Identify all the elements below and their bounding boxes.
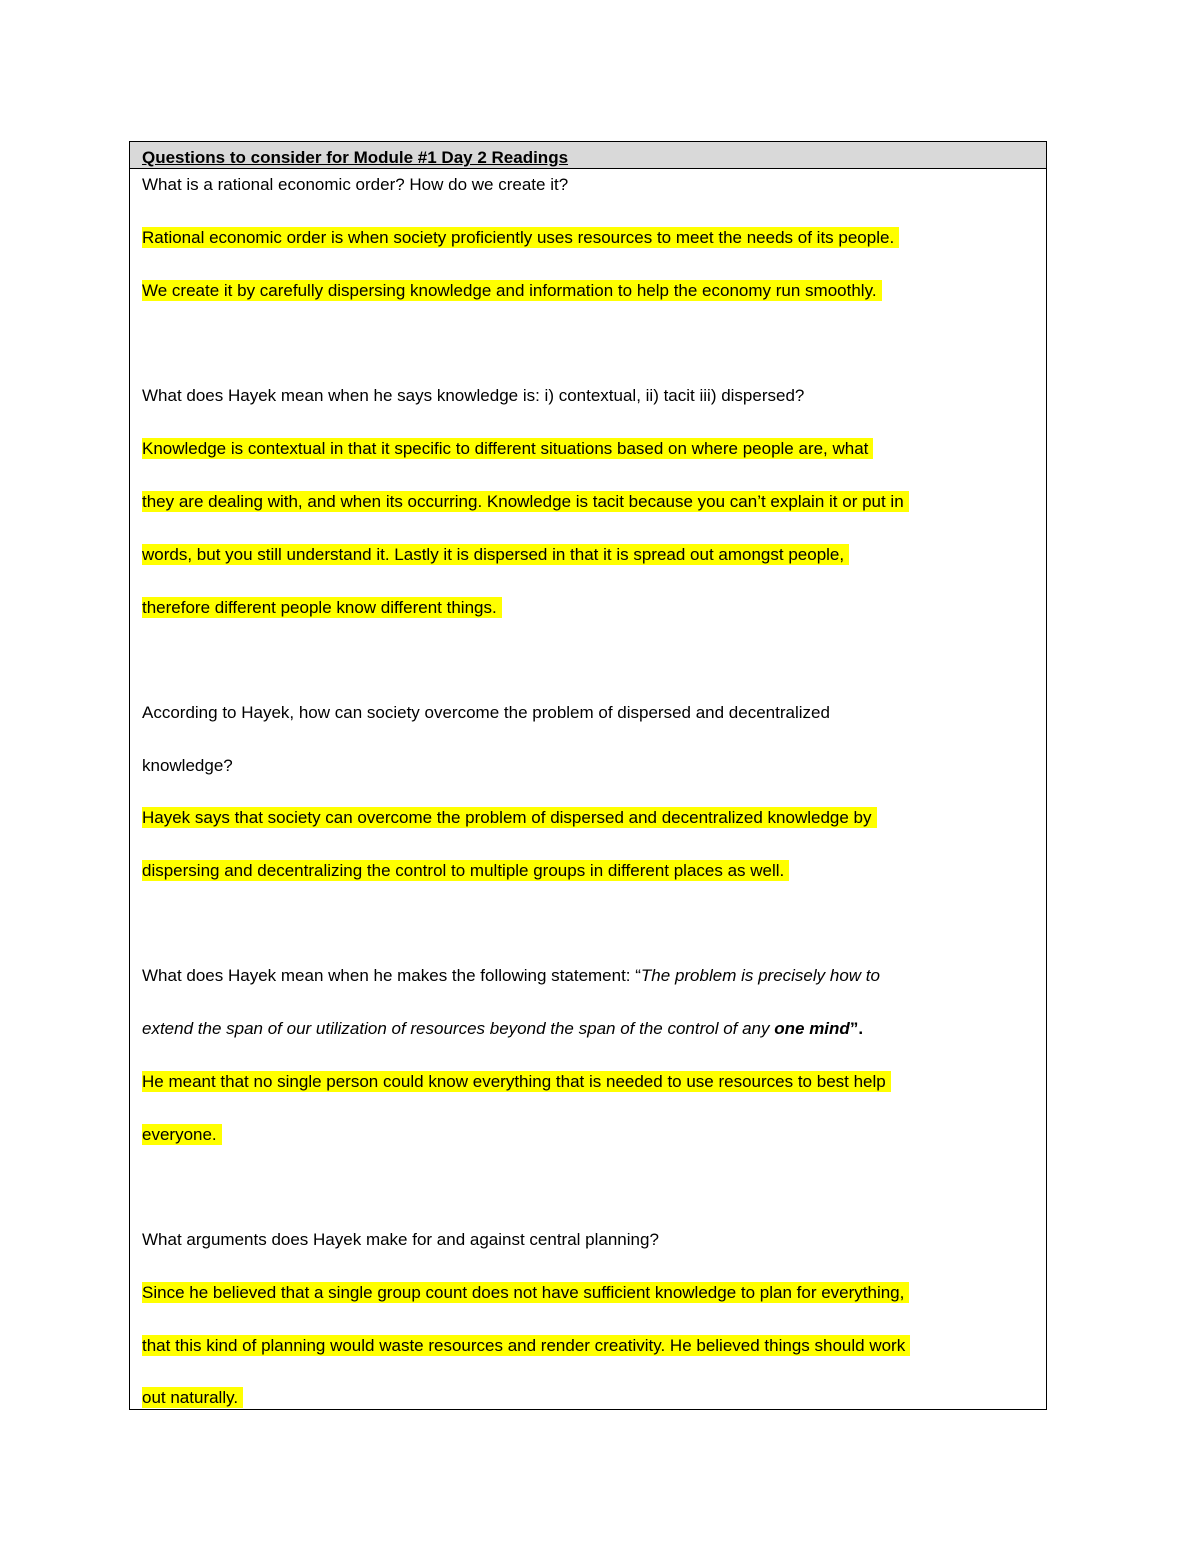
question-5: What arguments does Hayek make for and against central planning? (142, 1230, 659, 1249)
question-4-line-1 (142, 965, 880, 987)
highlighted-text: words, but you still understand it. Lastly it is dispersed in that it is spread out amongst people, (142, 544, 849, 565)
answer-5-line-3 (142, 1387, 243, 1409)
questions-table (129, 141, 1047, 1410)
highlighted-text: Knowledge is contextual in that it specific to different situations based on where people are, what (142, 438, 873, 459)
highlighted-text: they are dealing with, and when its occurring. Knowledge is tacit because you can’t explain it or put in (142, 491, 909, 512)
answer-1-line-1 (142, 227, 899, 249)
answer-2-line-3 (142, 544, 849, 566)
answer-4-line-1 (142, 1071, 891, 1093)
answer-4-line-2 (142, 1124, 222, 1146)
highlighted-text: We create it by carefully dispersing knowledge and information to help the economy run smoothly. (142, 280, 882, 301)
question-2: What does Hayek mean when he says knowledge is: i) contextual, ii) tacit iii) dispersed? (142, 386, 805, 405)
table-header: Questions to consider for Module #1 Day 2 Readings (130, 142, 1046, 169)
answer-5-line-2 (142, 1335, 910, 1357)
highlighted-text: therefore different people know different things. (142, 597, 502, 618)
highlighted-text: Since he believed that a single group count does not have sufficient knowledge to plan for everything, (142, 1282, 909, 1303)
quote-close: ”. (849, 1019, 864, 1038)
question-1: What is a rational economic order? How do we create it? (142, 175, 569, 194)
answer-2-line-2 (142, 491, 909, 513)
quote-text: extend the span of our utilization of resources beyond the span of the control of any (142, 1019, 775, 1038)
question-4-text: What does Hayek mean when he makes the following statement: “ (142, 966, 641, 985)
answer-5-line-1 (142, 1282, 909, 1304)
answer-1-line-2 (142, 280, 882, 302)
question-3-line-2: knowledge? (142, 756, 233, 775)
highlighted-text: out naturally. (142, 1387, 243, 1408)
question-4-line-2 (142, 1018, 863, 1040)
highlighted-text: dispersing and decentralizing the control to multiple groups in different places as well. (142, 860, 789, 881)
question-3-line-1: According to Hayek, how can society overcome the problem of dispersed and decentralized (142, 703, 830, 722)
highlighted-text: that this kind of planning would waste resources and render creativity. He believed things should work (142, 1335, 910, 1356)
quote-text: The problem is precisely how to (640, 966, 880, 985)
answer-2-line-1 (142, 438, 873, 460)
highlighted-text: Rational economic order is when society proficiently uses resources to meet the needs of its people. (142, 227, 899, 248)
answer-3-line-2 (142, 860, 789, 882)
answer-3-line-1 (142, 807, 877, 829)
highlighted-text: everyone. (142, 1124, 222, 1145)
highlighted-text: He meant that no single person could know everything that is needed to use resources to best help (142, 1071, 891, 1092)
answer-2-line-4 (142, 597, 502, 619)
quote-emphasis: one mind (774, 1019, 850, 1038)
highlighted-text: Hayek says that society can overcome the problem of dispersed and decentralized knowledge by (142, 807, 877, 828)
